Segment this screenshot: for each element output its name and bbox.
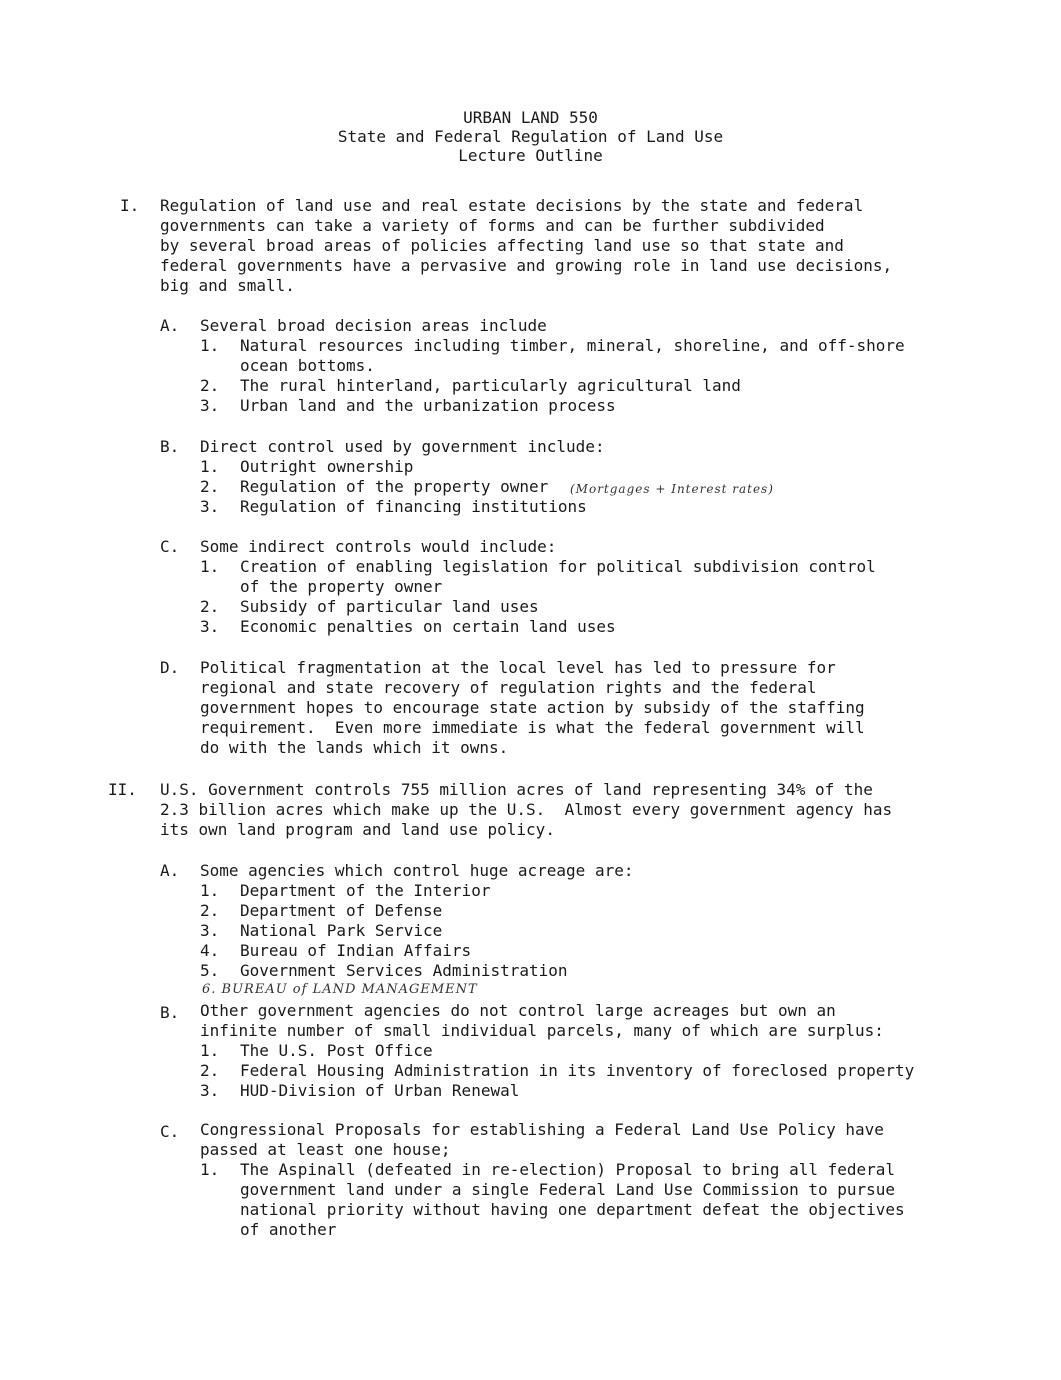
paragraph-line: government hopes to encourage state action by subsidy of the staffing (200, 698, 865, 717)
subsection-heading: Direct control used by government include: (200, 437, 605, 456)
section-1-line: governments can take a variety of forms and can be further subdivided (160, 216, 825, 235)
subsection-heading: Some indirect controls would include: (200, 537, 557, 556)
subsection-label: D. (160, 658, 180, 677)
list-item-continuation: government land under a single Federal Land Use Commission to pursue (240, 1180, 896, 1199)
paragraph-line: do with the lands which it owns. (200, 738, 509, 757)
list-number: 1. (200, 557, 220, 576)
list-item: Government Services Administration (240, 961, 568, 980)
section-1-line: by several broad areas of policies affecting land use so that state and (160, 236, 844, 255)
paragraph-line: passed at least one house; (200, 1140, 451, 1159)
subsection-label: C. (160, 1122, 180, 1141)
paragraph-line: requirement. Even more immediate is what the federal government will (200, 718, 865, 737)
paragraph-line: Other government agencies do not control large acreages but own an (200, 1001, 836, 1020)
paragraph-line: regional and state recovery of regulation rights and the federal (200, 678, 817, 697)
list-number: 3. (200, 396, 220, 415)
list-number: 1. (200, 1160, 220, 1179)
document-title: State and Federal Regulation of Land Use (337, 127, 724, 146)
paragraph-line: infinite number of small individual parcels, many of which are surplus: (200, 1021, 884, 1040)
list-number: 2. (200, 597, 220, 616)
list-number: 2. (200, 477, 220, 496)
list-item-continuation: ocean bottoms. (240, 356, 375, 375)
list-item: Department of Defense (240, 901, 443, 920)
list-number: 2. (200, 1061, 220, 1080)
list-item: The rural hinterland, particularly agricultural land (240, 376, 741, 395)
section-1-line: federal governments have a pervasive and growing role in land use decisions, (160, 256, 893, 275)
document-header (0, 108, 1061, 165)
section-1-line: big and small. (160, 276, 295, 295)
subsection-label: B. (160, 1003, 180, 1022)
section-2-line: U.S. Government controls 755 million acres of land representing 34% of the (160, 780, 873, 799)
section-1-numeral: I. (120, 196, 140, 215)
subsection-label: B. (160, 437, 180, 456)
document-subtitle: Lecture Outline (458, 146, 603, 165)
list-number: 3. (200, 1081, 220, 1100)
list-item: Department of the Interior (240, 881, 491, 900)
list-number: 1. (200, 881, 220, 900)
list-item: HUD-Division of Urban Renewal (240, 1081, 520, 1100)
subsection-label: A. (160, 316, 180, 335)
list-number: 2. (200, 376, 220, 395)
list-number: 3. (200, 617, 220, 636)
list-number: 1. (200, 457, 220, 476)
section-2-numeral: II. (108, 780, 137, 799)
section-1-line: Regulation of land use and real estate decisions by the state and federal (160, 196, 864, 215)
section-2-line: its own land program and land use policy. (160, 820, 555, 839)
subsection-heading: Several broad decision areas include (200, 316, 547, 335)
course-title: URBAN LAND 550 (463, 108, 598, 127)
list-item: Federal Housing Administration in its inventory of foreclosed property (240, 1061, 915, 1080)
list-item: Regulation of financing institutions (240, 497, 587, 516)
list-number: 3. (200, 921, 220, 940)
list-item-continuation: national priority without having one department defeat the objectives (240, 1200, 905, 1219)
list-item-continuation: of another (240, 1220, 337, 1239)
list-item: Economic penalties on certain land uses (240, 617, 616, 636)
handwritten-list-item: 6. BUREAU of LAND MANAGEMENT (202, 982, 478, 997)
subsection-heading: Some agencies which control huge acreage are: (200, 861, 634, 880)
list-item: Urban land and the urbanization process (240, 396, 616, 415)
section-2-line: 2.3 billion acres which make up the U.S. Almost every government agency has (160, 800, 893, 819)
list-number: 3. (200, 497, 220, 516)
list-item: Creation of enabling legislation for political subdivision control (240, 557, 876, 576)
list-item: National Park Service (240, 921, 443, 940)
paragraph-line: Political fragmentation at the local level has led to pressure for (200, 658, 836, 677)
subsection-label: A. (160, 861, 180, 880)
list-number: 1. (200, 1041, 220, 1060)
list-number: 4. (200, 941, 220, 960)
handwritten-note: (Mortgages + Interest rates) (570, 482, 774, 496)
list-item: Bureau of Indian Affairs (240, 941, 472, 960)
list-item: Outright ownership (240, 457, 414, 476)
list-number: 5. (200, 961, 220, 980)
list-item: Subsidy of particular land uses (240, 597, 539, 616)
list-item-continuation: of the property owner (240, 577, 443, 596)
list-number: 1. (200, 336, 220, 355)
list-item: The Aspinall (defeated in re-election) Proposal to bring all federal (240, 1160, 896, 1179)
list-item: Natural resources including timber, mineral, shoreline, and off-shore (240, 336, 905, 355)
list-number: 2. (200, 901, 220, 920)
list-item: Regulation of the property owner (240, 477, 549, 496)
paragraph-line: Congressional Proposals for establishing a Federal Land Use Policy have (200, 1120, 884, 1139)
subsection-label: C. (160, 537, 180, 556)
list-item: The U.S. Post Office (240, 1041, 433, 1060)
